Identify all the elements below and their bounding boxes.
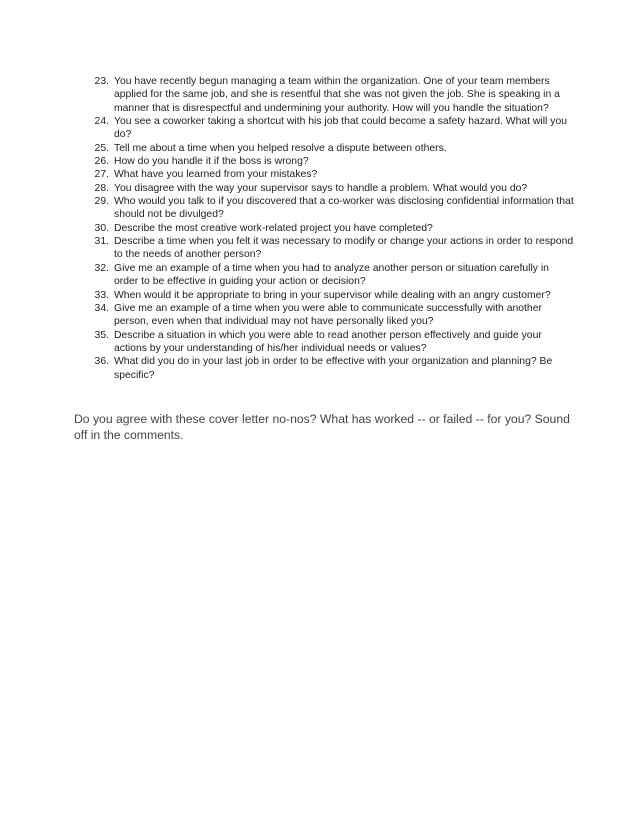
question-text: You have recently begun managing a team within the organization. One of your team members applied for the same job, and she is resentful that she was not given the job. She is speaking in a manner that is disrespectful and undermining your authority. How will you handle the situation? <box>114 76 560 114</box>
question-text: Describe the most creative work-related project you have completed? <box>114 222 433 234</box>
question-item <box>74 115 574 142</box>
question-text: Who would you talk to if you discovered that a co-worker was disclosing confidential information that should not be divulged? <box>114 196 574 221</box>
question-text: What did you do in your last job in order to be effective with your organization and planning? Be specific? <box>114 356 553 381</box>
question-item <box>74 302 574 329</box>
question-item <box>74 75 574 115</box>
question-item <box>74 355 574 382</box>
question-number: 24. <box>94 116 109 128</box>
question-text: Give me an example of a time when you were able to communicate successfully with another person, even when that individual may not have personally liked you? <box>114 302 542 328</box>
question-text: Describe a time when you felt it was necessary to modify or change your actions in order to respond to the needs of another person? <box>114 236 574 261</box>
question-item <box>74 235 574 262</box>
question-item <box>74 262 574 289</box>
question-number: 31. <box>94 236 109 248</box>
question-number: 26. <box>94 156 109 168</box>
question-item <box>74 329 574 356</box>
question-text: What have you learned from your mistakes? <box>114 169 318 181</box>
interview-question-list <box>74 75 574 382</box>
closing-paragraph: Do you agree with these cover letter no-nos? What has worked -- or failed -- for you? Sound off in the comments. <box>74 412 570 442</box>
question-number: 35. <box>94 329 109 341</box>
question-item <box>74 168 574 181</box>
question-item <box>74 195 574 222</box>
question-number: 25. <box>94 142 109 154</box>
question-text: How do you handle it if the boss is wrong? <box>114 156 309 168</box>
question-number: 23. <box>94 76 109 87</box>
question-text: When would it be appropriate to bring in your supervisor while dealing with an angry customer? <box>114 289 551 301</box>
question-number: 36. <box>94 356 109 368</box>
question-number: 29. <box>94 196 109 208</box>
question-text: Describe a situation in which you were able to read another person effectively and guide your actions by your understanding of his/her individual needs or values? <box>114 329 542 354</box>
question-number: 27. <box>94 169 109 181</box>
question-item <box>74 182 574 195</box>
question-number: 30. <box>94 222 109 234</box>
question-text: You disagree with the way your supervisor says to handle a problem. What would you do? <box>114 182 528 194</box>
question-text: Give me an example of a time when you had to analyze another person or situation carefully in order to be effective in guiding your action or decision? <box>114 262 549 288</box>
question-item <box>74 289 574 302</box>
question-item <box>74 155 574 168</box>
question-item <box>74 222 574 235</box>
question-text: Tell me about a time when you helped resolve a dispute between others. <box>114 142 447 154</box>
question-number: 28. <box>94 182 109 194</box>
question-number: 33. <box>94 289 109 301</box>
question-text: You see a coworker taking a shortcut with his job that could become a safety hazard. What will you do? <box>114 116 568 141</box>
question-number: 32. <box>94 262 109 274</box>
question-number: 34. <box>94 302 109 314</box>
question-item <box>74 142 574 155</box>
